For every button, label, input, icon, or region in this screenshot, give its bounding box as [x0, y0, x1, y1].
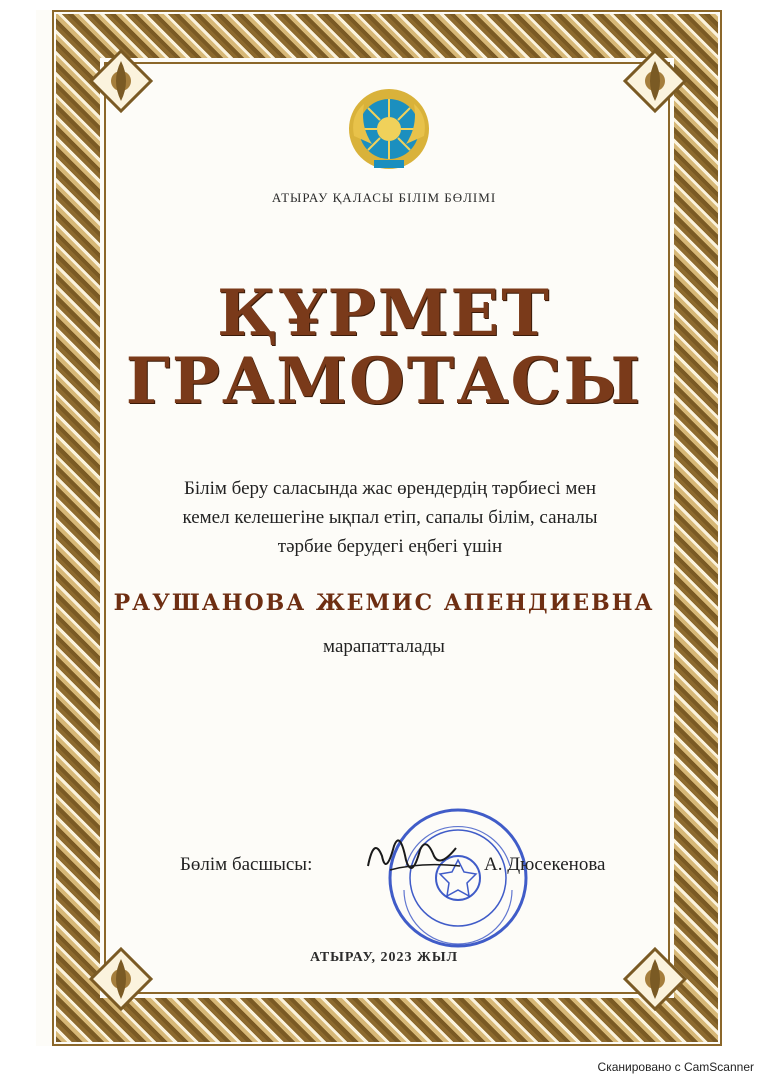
award-reason — [150, 474, 630, 561]
department-name: АТЫРАУ ҚАЛАСЫ БІЛІМ БӨЛІМІ — [271, 190, 497, 205]
award-reason-line: тәрбие берудегі еңбегі үшін — [277, 536, 503, 557]
recipient-name: РАУШАНОВА ЖЕМИС АПЕНДИЕВНА — [113, 590, 655, 616]
scanner-watermark: Сканировано с CamScanner — [597, 1060, 754, 1074]
certificate-title-line2: ГРАМОТАСЫ — [125, 344, 643, 419]
signatory-name: А. Дюсекенова — [484, 854, 606, 875]
award-reason-line: Білім беру саласында жас өрендердің тәрбиесі мен — [183, 478, 597, 499]
certificate-footer: АТЫРАУ, 2023 ЖЫЛ — [309, 950, 459, 965]
ornament-corner-icon — [86, 46, 156, 116]
certificate-title-line1: ҚҰРМЕТ — [217, 276, 551, 351]
signatory-label: Бөлім басшысы: — [180, 854, 313, 875]
kazakhstan-state-emblem-icon — [346, 86, 432, 172]
awarded-text: марапатталады — [323, 636, 445, 657]
handwritten-signature-icon — [360, 826, 470, 886]
ornament-corner-icon — [620, 46, 690, 116]
award-reason-line: кемел келешегіне ықпал етіп, сапалы білім, саналы — [182, 507, 598, 528]
